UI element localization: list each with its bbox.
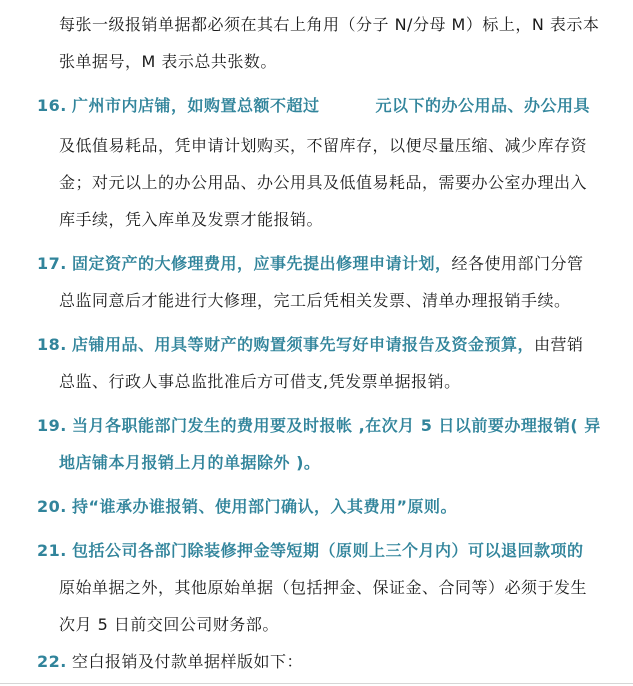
item-number: 20.: [37, 497, 67, 516]
item-heading: 当月各职能部门发生的费用要及时报帐 ,在次月 5 日以前要办理报销( 异: [72, 416, 601, 435]
body-text: 由营销: [534, 335, 584, 354]
page-divider: [0, 683, 633, 684]
paragraph-line: 库手续，凭入库单及发票才能报销。: [59, 210, 324, 229]
heading-text: 固定资产的大修理费用，应事先提出修理申请计划，: [72, 254, 452, 273]
paragraph-line: 张单据号，M 表示总共张数。: [59, 52, 277, 71]
item-number: 22.: [37, 652, 67, 671]
heading-text: 广州市内店铺，如购置总额不超过: [72, 96, 320, 115]
item-number: 18.: [37, 335, 67, 354]
item-heading: [72, 335, 584, 355]
paragraph-line: 及低值易耗品，凭申请计划购买，不留库存，以便尽量压缩、减少库存资: [59, 136, 588, 155]
item-heading: [72, 254, 584, 274]
item-heading: [72, 96, 590, 116]
paragraph-line: 次月 5 日前交回公司财务部。: [59, 615, 279, 634]
item-number: 16.: [37, 96, 67, 115]
body-text: 经各使用部门分管: [451, 254, 584, 273]
paragraph-line: 总监同意后才能进行大修理，完工后凭相关发票、清单办理报销手续。: [59, 291, 571, 310]
item-number: 17.: [37, 254, 67, 273]
heading-text: 店铺用品、用具等财产的购置须事先写好申请报告及资金预算，: [72, 335, 535, 354]
paragraph-line: 总监、行政人事总监批准后方可借支,凭发票单据报销。: [59, 372, 461, 391]
paragraph-line: 原始单据之外，其他原始单据（包括押金、保证金、合同等）必须于发生: [59, 578, 588, 597]
item-heading-continued: 地店铺本月报销上月的单据除外 )。: [59, 453, 321, 472]
item-heading: 包括公司各部门除装修押金等短期（原则上三个月内）可以退回款项的: [72, 541, 584, 560]
paragraph-line: 金；对元以上的办公用品、办公用具及低值易耗品，需要办公室办理出入: [59, 173, 588, 192]
paragraph-line: 每张一级报销单据都必须在其右上角用（分子 N/分母 M）标上，N 表示本: [59, 15, 600, 34]
item-heading: 持“谁承办谁报销、使用部门确认，入其费用”原则。: [72, 497, 458, 516]
paragraph-line: 空白报销及付款单据样版如下：: [72, 652, 304, 671]
heading-text: 元以下的办公用品、办公用具: [375, 96, 591, 115]
item-number: 19.: [37, 416, 67, 435]
item-number: 21.: [37, 541, 67, 560]
